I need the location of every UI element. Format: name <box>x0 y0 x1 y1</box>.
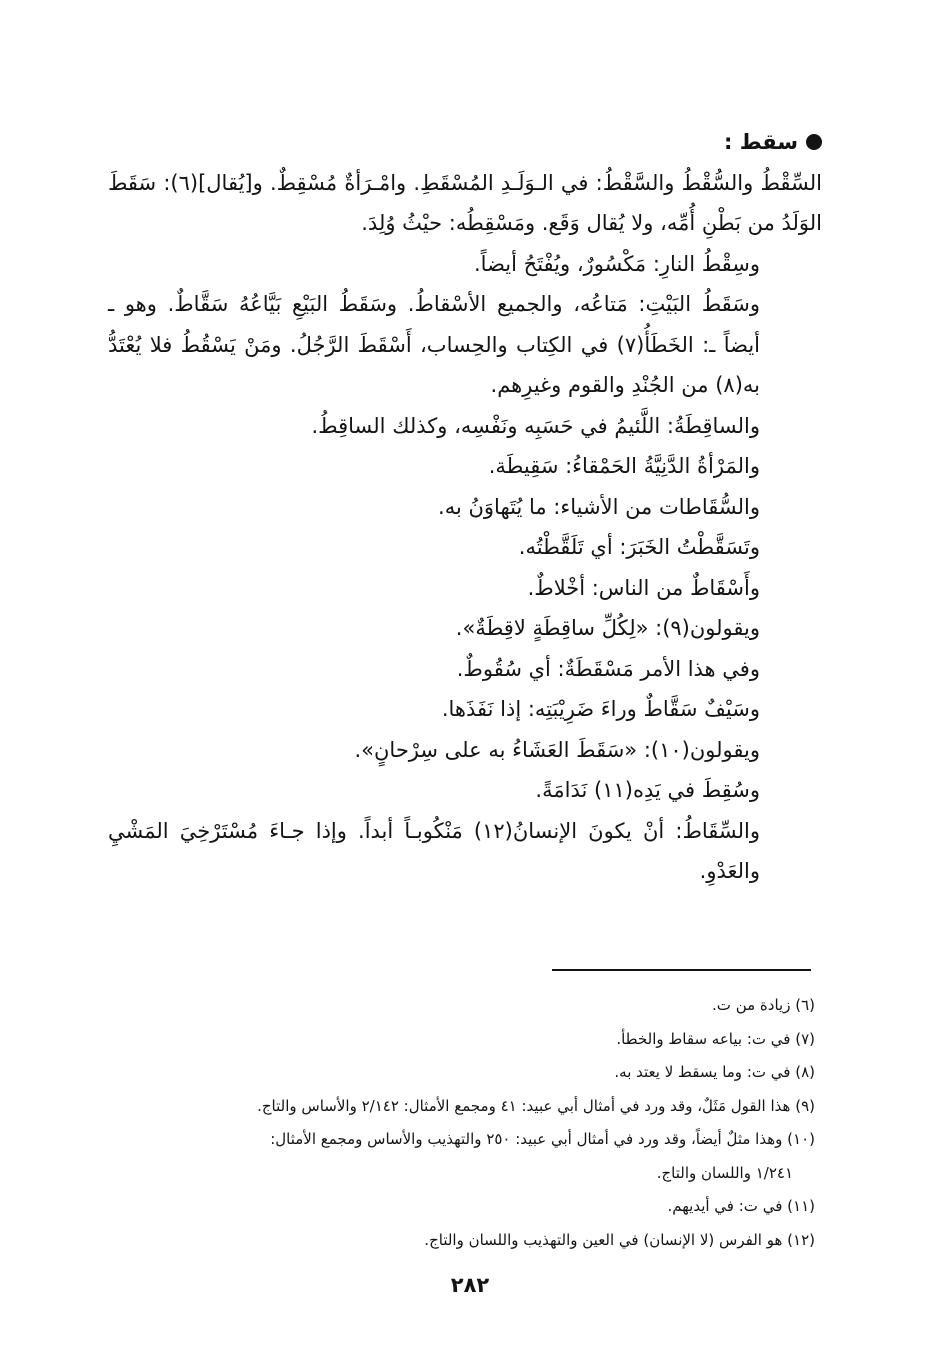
footnote <box>140 1190 815 1224</box>
entry-paragraph: والسِّقَاطُ: أنْ يكونَ الإنسانُ(١٢) مَنْكُوبـاً أبداً. وإذا جـاءَ مُسْتَرْخِيَ المَشْيِ والعَدْوِ. <box>108 818 760 883</box>
entry-paragraph: وسَيْفٌ سَقَّاطٌ وراءَ ضَرِيْبَتِه: إذا نَفَذَها. <box>441 697 760 721</box>
footnote-label: (٨) <box>795 1063 815 1081</box>
footnote-text: في ت: في أيديهم. <box>667 1197 783 1215</box>
footnote-label: (١٢) <box>787 1230 815 1249</box>
footnote <box>140 1023 815 1057</box>
entry-paragraph: وسَقَطُ البَيْتِ: مَتاعُه، والجميع الأسْقاطُ. وسَقَطُ البَيْعِ بَيَّاعُهُ سَقَّاطٌ. وهو ـ أيضاً ـ: الخَطَأُ(٧) في الكِتاب والحِساب، أَسْقَطَ الرَّجُلُ. ومَنْ يَسْقُطُ فلا يُعْتَدُّ به(٨) من الجُنْدِ والقوم وغيرِهم. <box>108 292 760 397</box>
footnote-text: هو الفرس (لا الإنسان) في العين والتهذيب واللسان والتاج. <box>424 1230 783 1249</box>
entry-paragraph: ويقولون(١٠): «سَقَطَ العَشَاءُ به على سِرْحانٍ». <box>354 737 760 762</box>
entry-paragraph: وسِقْطُ النارِ: مَكْسُورٌ، ويُفْتَحُ أيضاً. <box>474 251 760 276</box>
page-number: ٢٨٢ <box>450 1273 490 1297</box>
footnote-text: وهذا مثلٌ أيضاً، وقد ورد في أمثال أبي عبيد: ٢٥٠ والتهذيب والأساس ومجمع الأمثال: <box>270 1130 783 1148</box>
footnote-label: (٧) <box>795 1029 815 1048</box>
footnote-label: (٦) <box>795 996 815 1014</box>
footnote-separator <box>552 969 811 971</box>
entry-paragraph: والمَرْأةُ الدَّنِيَّةُ الحَمْقاءُ: سَقِيطَة. <box>488 454 760 478</box>
entry-paragraph: وتَسَقَّطْتُ الخَبَرَ: أي تَلَقَّطْتُه. <box>518 535 760 559</box>
footnote-text: في ت: وما يسقط لا يعتد به. <box>614 1063 791 1081</box>
entry-paragraph: وسُقِطَ في يَدِه(١١) نَدَامَةً. <box>535 778 760 802</box>
entry-paragraph: والساقِطَةُ: اللَّئيمُ في حَسَبِه ونَفْسِه، وكذلك الساقِطُ. <box>311 413 760 438</box>
entry-paragraph: وأَسْقَاطٌ من الناس: أخْلاطٌ. <box>527 575 760 600</box>
footnote-text: هذا القول مَثَلٌ، وقد ورد في أمثال أبي عبيد: ٤١ ومجمع الأمثال: ٢/١٤٢ والأساس والتاج. <box>257 1096 791 1115</box>
footnote-label: (١١) <box>787 1197 815 1215</box>
footnote-continuation: ١/٢٤١ واللسان والتاج. <box>656 1163 793 1182</box>
footnote <box>140 1224 815 1258</box>
footnote-text: زيادة من ت. <box>712 996 791 1014</box>
entry-heading-text: سقط : <box>724 130 798 154</box>
footnotes <box>140 989 815 1257</box>
entry-paragraph: السِّقْطُ والسُّقْطُ والسَّقْطُ: في الـوَلَـدِ المُسْقَطِ. وامْـرَأةٌ مُسْقِطٌ. و[يُقال](٦): سَقَطَ الوَلَدُ من بَطْنِ أُمِّه، ولا يُقال وَقَع. ومَسْقِطُه: حيْثُ وُلِدَ. <box>108 170 822 235</box>
footnote <box>140 1123 815 1190</box>
bullet-icon <box>806 134 822 150</box>
footnote-label: (١٠) <box>787 1130 815 1148</box>
footnote <box>140 989 815 1023</box>
entry-body <box>108 122 822 892</box>
footnote <box>140 1056 815 1090</box>
entry-paragraph: وفي هذا الأمر مَسْقَطَةٌ: أي سُقُوطٌ. <box>456 656 760 681</box>
footnote-label: (٩) <box>795 1096 815 1115</box>
entry-paragraph: ويقولون(٩): «لِكُلِّ ساقِطَةٍ لاقِطَةٌ». <box>455 616 760 640</box>
entry-heading <box>108 122 822 163</box>
footnote <box>140 1090 815 1124</box>
entry-paragraph: والسُّقَاطات من الأشياء: ما يُتَهاوَنُ به. <box>438 494 760 519</box>
footnote-text: في ت: بياعه سقاط والخطأ. <box>616 1029 791 1048</box>
